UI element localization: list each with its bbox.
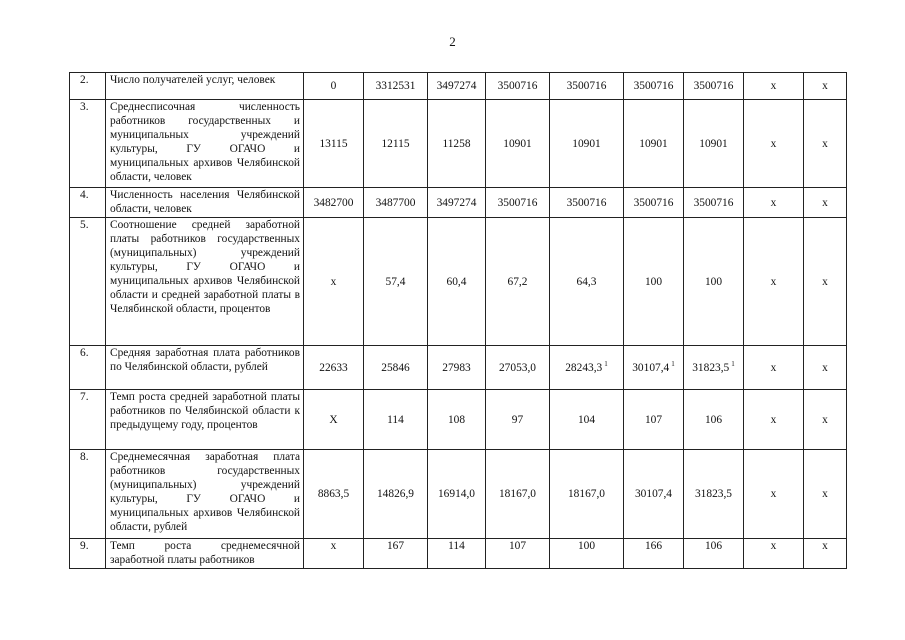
cell-value: 10901 bbox=[572, 137, 601, 150]
cell-value: х bbox=[822, 196, 828, 209]
value-cell bbox=[744, 73, 804, 100]
value-cell bbox=[486, 73, 550, 100]
cell-value: 8863,5 bbox=[317, 488, 350, 500]
value-cell bbox=[804, 73, 847, 100]
row-number: 9. bbox=[70, 539, 106, 569]
cell-value: 3312531 bbox=[375, 80, 416, 92]
value-cell bbox=[364, 188, 428, 218]
cell-value: 114 bbox=[448, 540, 465, 552]
value-cell bbox=[428, 539, 486, 569]
value-cell bbox=[486, 346, 550, 390]
cell-value: 13115 bbox=[319, 137, 348, 150]
row-number: 3. bbox=[70, 100, 106, 188]
value-cell bbox=[428, 73, 486, 100]
cell-value: 3500716 bbox=[566, 80, 607, 92]
cell-value: 25846 bbox=[381, 361, 410, 374]
value-cell bbox=[744, 390, 804, 450]
cell-value: 10901 bbox=[699, 137, 728, 150]
value-cell bbox=[486, 539, 550, 569]
cell-value: 97 bbox=[511, 413, 524, 426]
value-cell bbox=[744, 100, 804, 188]
value-cell bbox=[428, 188, 486, 218]
value-cell bbox=[684, 346, 744, 390]
cell-value: х bbox=[770, 80, 777, 92]
cell-value: 106 bbox=[704, 413, 723, 426]
value-cell bbox=[304, 188, 364, 218]
cell-value: х bbox=[822, 80, 828, 92]
value-cell bbox=[304, 450, 364, 539]
value-cell bbox=[744, 450, 804, 539]
indicator-description: Темп роста средней заработной платы работников по Челябинской области к предыдущему году, процентов bbox=[106, 390, 304, 450]
value-cell bbox=[550, 539, 624, 569]
footnote-marker: 1 bbox=[604, 359, 608, 368]
value-cell bbox=[744, 346, 804, 390]
value-cell bbox=[744, 188, 804, 218]
value-cell bbox=[486, 188, 550, 218]
cell-value: х bbox=[770, 275, 777, 288]
value-cell bbox=[804, 390, 847, 450]
cell-value: 106 bbox=[704, 540, 723, 552]
cell-value: х bbox=[330, 540, 337, 552]
cell-value: 57,4 bbox=[385, 275, 406, 288]
cell-value: 11258 bbox=[442, 137, 471, 150]
indicator-description: Темп роста среднемесячной заработной платы работников bbox=[106, 539, 304, 569]
cell-value: 67,2 bbox=[507, 275, 528, 288]
value-cell bbox=[744, 218, 804, 346]
cell-value: 64,3 bbox=[576, 275, 597, 288]
indicator-description: Число получателей услуг, человек bbox=[106, 73, 304, 100]
cell-value: 167 bbox=[386, 540, 405, 552]
row-number: 4. bbox=[70, 188, 106, 218]
cell-value: 3497274 bbox=[436, 80, 477, 92]
value-cell bbox=[804, 188, 847, 218]
value-cell bbox=[684, 218, 744, 346]
cell-value: х bbox=[770, 488, 777, 500]
value-cell bbox=[304, 390, 364, 450]
value-cell bbox=[744, 539, 804, 569]
value-cell bbox=[428, 100, 486, 188]
value-cell bbox=[304, 218, 364, 346]
value-cell bbox=[624, 100, 684, 188]
value-cell bbox=[804, 346, 847, 390]
value-cell bbox=[804, 100, 847, 188]
value-cell bbox=[364, 100, 428, 188]
value-cell bbox=[624, 346, 684, 390]
table-row bbox=[70, 346, 847, 390]
cell-value: 107 bbox=[508, 540, 527, 552]
footnote-marker: 1 bbox=[731, 359, 735, 368]
value-cell bbox=[486, 390, 550, 450]
value-cell bbox=[624, 218, 684, 346]
cell-value: 14826,9 bbox=[376, 488, 415, 500]
cell-value: 100 bbox=[704, 275, 723, 288]
value-cell bbox=[684, 390, 744, 450]
indicator-description: Среднемесячная заработная плата работников государственных (муниципальных) учреждений культуры, ГУ ОГАЧО и муниципальных архивов Челябинской области, рублей bbox=[106, 450, 304, 539]
cell-value: х bbox=[770, 361, 777, 374]
value-cell bbox=[428, 450, 486, 539]
row-number: 7. bbox=[70, 390, 106, 450]
value-cell bbox=[550, 73, 624, 100]
cell-value: х bbox=[822, 275, 828, 288]
value-cell bbox=[550, 450, 624, 539]
row-number: 5. bbox=[70, 218, 106, 346]
cell-value: 3500716 bbox=[633, 196, 674, 209]
cell-value: х bbox=[770, 413, 777, 426]
value-cell bbox=[684, 188, 744, 218]
value-cell bbox=[364, 539, 428, 569]
cell-value: 3482700 bbox=[313, 196, 354, 209]
footnote-marker: 1 bbox=[671, 359, 675, 368]
cell-value: х bbox=[822, 488, 828, 500]
cell-value: 22633 bbox=[319, 361, 348, 374]
value-cell bbox=[364, 390, 428, 450]
cell-value: 3500716 bbox=[566, 196, 607, 209]
cell-value: 31823,5 bbox=[694, 488, 733, 500]
cell-value: 30107,4 bbox=[634, 488, 673, 500]
cell-value: х bbox=[822, 540, 828, 552]
row-number: 8. bbox=[70, 450, 106, 539]
page-number: 2 bbox=[449, 34, 456, 49]
cell-value: 3487700 bbox=[375, 196, 416, 209]
indicator-description: Средняя заработная плата работников по Челябинской области, рублей bbox=[106, 346, 304, 390]
indicator-description: Соотношение средней заработной платы работников государственных (муниципальных) учреждений культуры, ГУ ОГАЧО и муниципальных архивов Челябинской области и средней заработной платы в Челябинской области, процентов bbox=[106, 218, 304, 346]
value-cell bbox=[486, 450, 550, 539]
value-cell bbox=[486, 100, 550, 188]
cell-value: 3500716 bbox=[693, 196, 734, 209]
value-cell bbox=[364, 450, 428, 539]
value-cell bbox=[550, 100, 624, 188]
cell-value: 60,4 bbox=[446, 275, 467, 288]
cell-value: 30107,4 bbox=[632, 361, 670, 374]
cell-value: 0 bbox=[330, 80, 337, 92]
value-cell bbox=[804, 218, 847, 346]
cell-value: 27053,0 bbox=[498, 361, 537, 374]
indicator-description: Численность населения Челябинской области, человек bbox=[106, 188, 304, 218]
row-number: 2. bbox=[70, 73, 106, 100]
value-cell bbox=[428, 346, 486, 390]
cell-value: х bbox=[822, 361, 828, 374]
cell-value: 10901 bbox=[503, 137, 532, 150]
table-row bbox=[70, 390, 847, 450]
table-row bbox=[70, 218, 847, 346]
cell-value: 12115 bbox=[381, 137, 410, 150]
cell-value: 100 bbox=[577, 540, 596, 552]
value-cell bbox=[364, 73, 428, 100]
cell-value: 3497274 bbox=[436, 196, 477, 209]
value-cell bbox=[304, 73, 364, 100]
value-cell bbox=[624, 73, 684, 100]
value-cell bbox=[684, 73, 744, 100]
table-row bbox=[70, 450, 847, 539]
value-cell bbox=[428, 218, 486, 346]
cell-value: 104 bbox=[577, 413, 596, 426]
value-cell bbox=[684, 100, 744, 188]
value-cell bbox=[684, 539, 744, 569]
value-cell bbox=[804, 450, 847, 539]
cell-value: х bbox=[770, 196, 777, 209]
table-row bbox=[70, 100, 847, 188]
cell-value: х bbox=[770, 137, 777, 150]
row-number: 6. bbox=[70, 346, 106, 390]
cell-value: 10901 bbox=[639, 137, 668, 150]
value-cell bbox=[304, 346, 364, 390]
cell-value: х bbox=[330, 275, 337, 288]
cell-value: х bbox=[770, 540, 777, 552]
value-cell bbox=[428, 390, 486, 450]
cell-value: х bbox=[822, 137, 828, 150]
value-cell bbox=[364, 218, 428, 346]
value-cell bbox=[550, 390, 624, 450]
cell-value: х bbox=[822, 413, 828, 426]
indicator-description: Среднесписочная численность работников государственных и муниципальных учреждений культуры, ГУ ОГАЧО и муниципальных архивов Челябинской области, человек bbox=[106, 100, 304, 188]
cell-value: 18167,0 bbox=[567, 488, 606, 500]
cell-value: 114 bbox=[387, 413, 404, 426]
cell-value: 27983 bbox=[442, 361, 471, 374]
cell-value: 108 bbox=[447, 413, 466, 426]
value-cell bbox=[624, 188, 684, 218]
table-row bbox=[70, 539, 847, 569]
value-cell bbox=[550, 346, 624, 390]
cell-value: 3500716 bbox=[497, 80, 538, 92]
cell-value: 16914,0 bbox=[437, 488, 476, 500]
value-cell bbox=[304, 100, 364, 188]
cell-value: Х bbox=[329, 413, 338, 426]
value-cell bbox=[486, 218, 550, 346]
cell-value: 31823,5 bbox=[692, 361, 730, 374]
cell-value: 18167,0 bbox=[498, 488, 537, 500]
value-cell bbox=[624, 539, 684, 569]
value-cell bbox=[804, 539, 847, 569]
cell-value: 3500716 bbox=[693, 80, 734, 92]
indicator-table bbox=[69, 72, 847, 569]
cell-value: 3500716 bbox=[497, 196, 538, 209]
cell-value: 3500716 bbox=[633, 80, 674, 92]
cell-value: 100 bbox=[644, 275, 663, 288]
table-row bbox=[70, 73, 847, 100]
value-cell bbox=[624, 450, 684, 539]
cell-value: 28243,3 bbox=[565, 361, 603, 374]
value-cell bbox=[550, 218, 624, 346]
value-cell bbox=[304, 539, 364, 569]
cell-value: 166 bbox=[644, 540, 663, 552]
value-cell bbox=[684, 450, 744, 539]
value-cell bbox=[550, 188, 624, 218]
value-cell bbox=[624, 390, 684, 450]
table-row bbox=[70, 188, 847, 218]
cell-value: 107 bbox=[644, 413, 663, 426]
value-cell bbox=[364, 346, 428, 390]
